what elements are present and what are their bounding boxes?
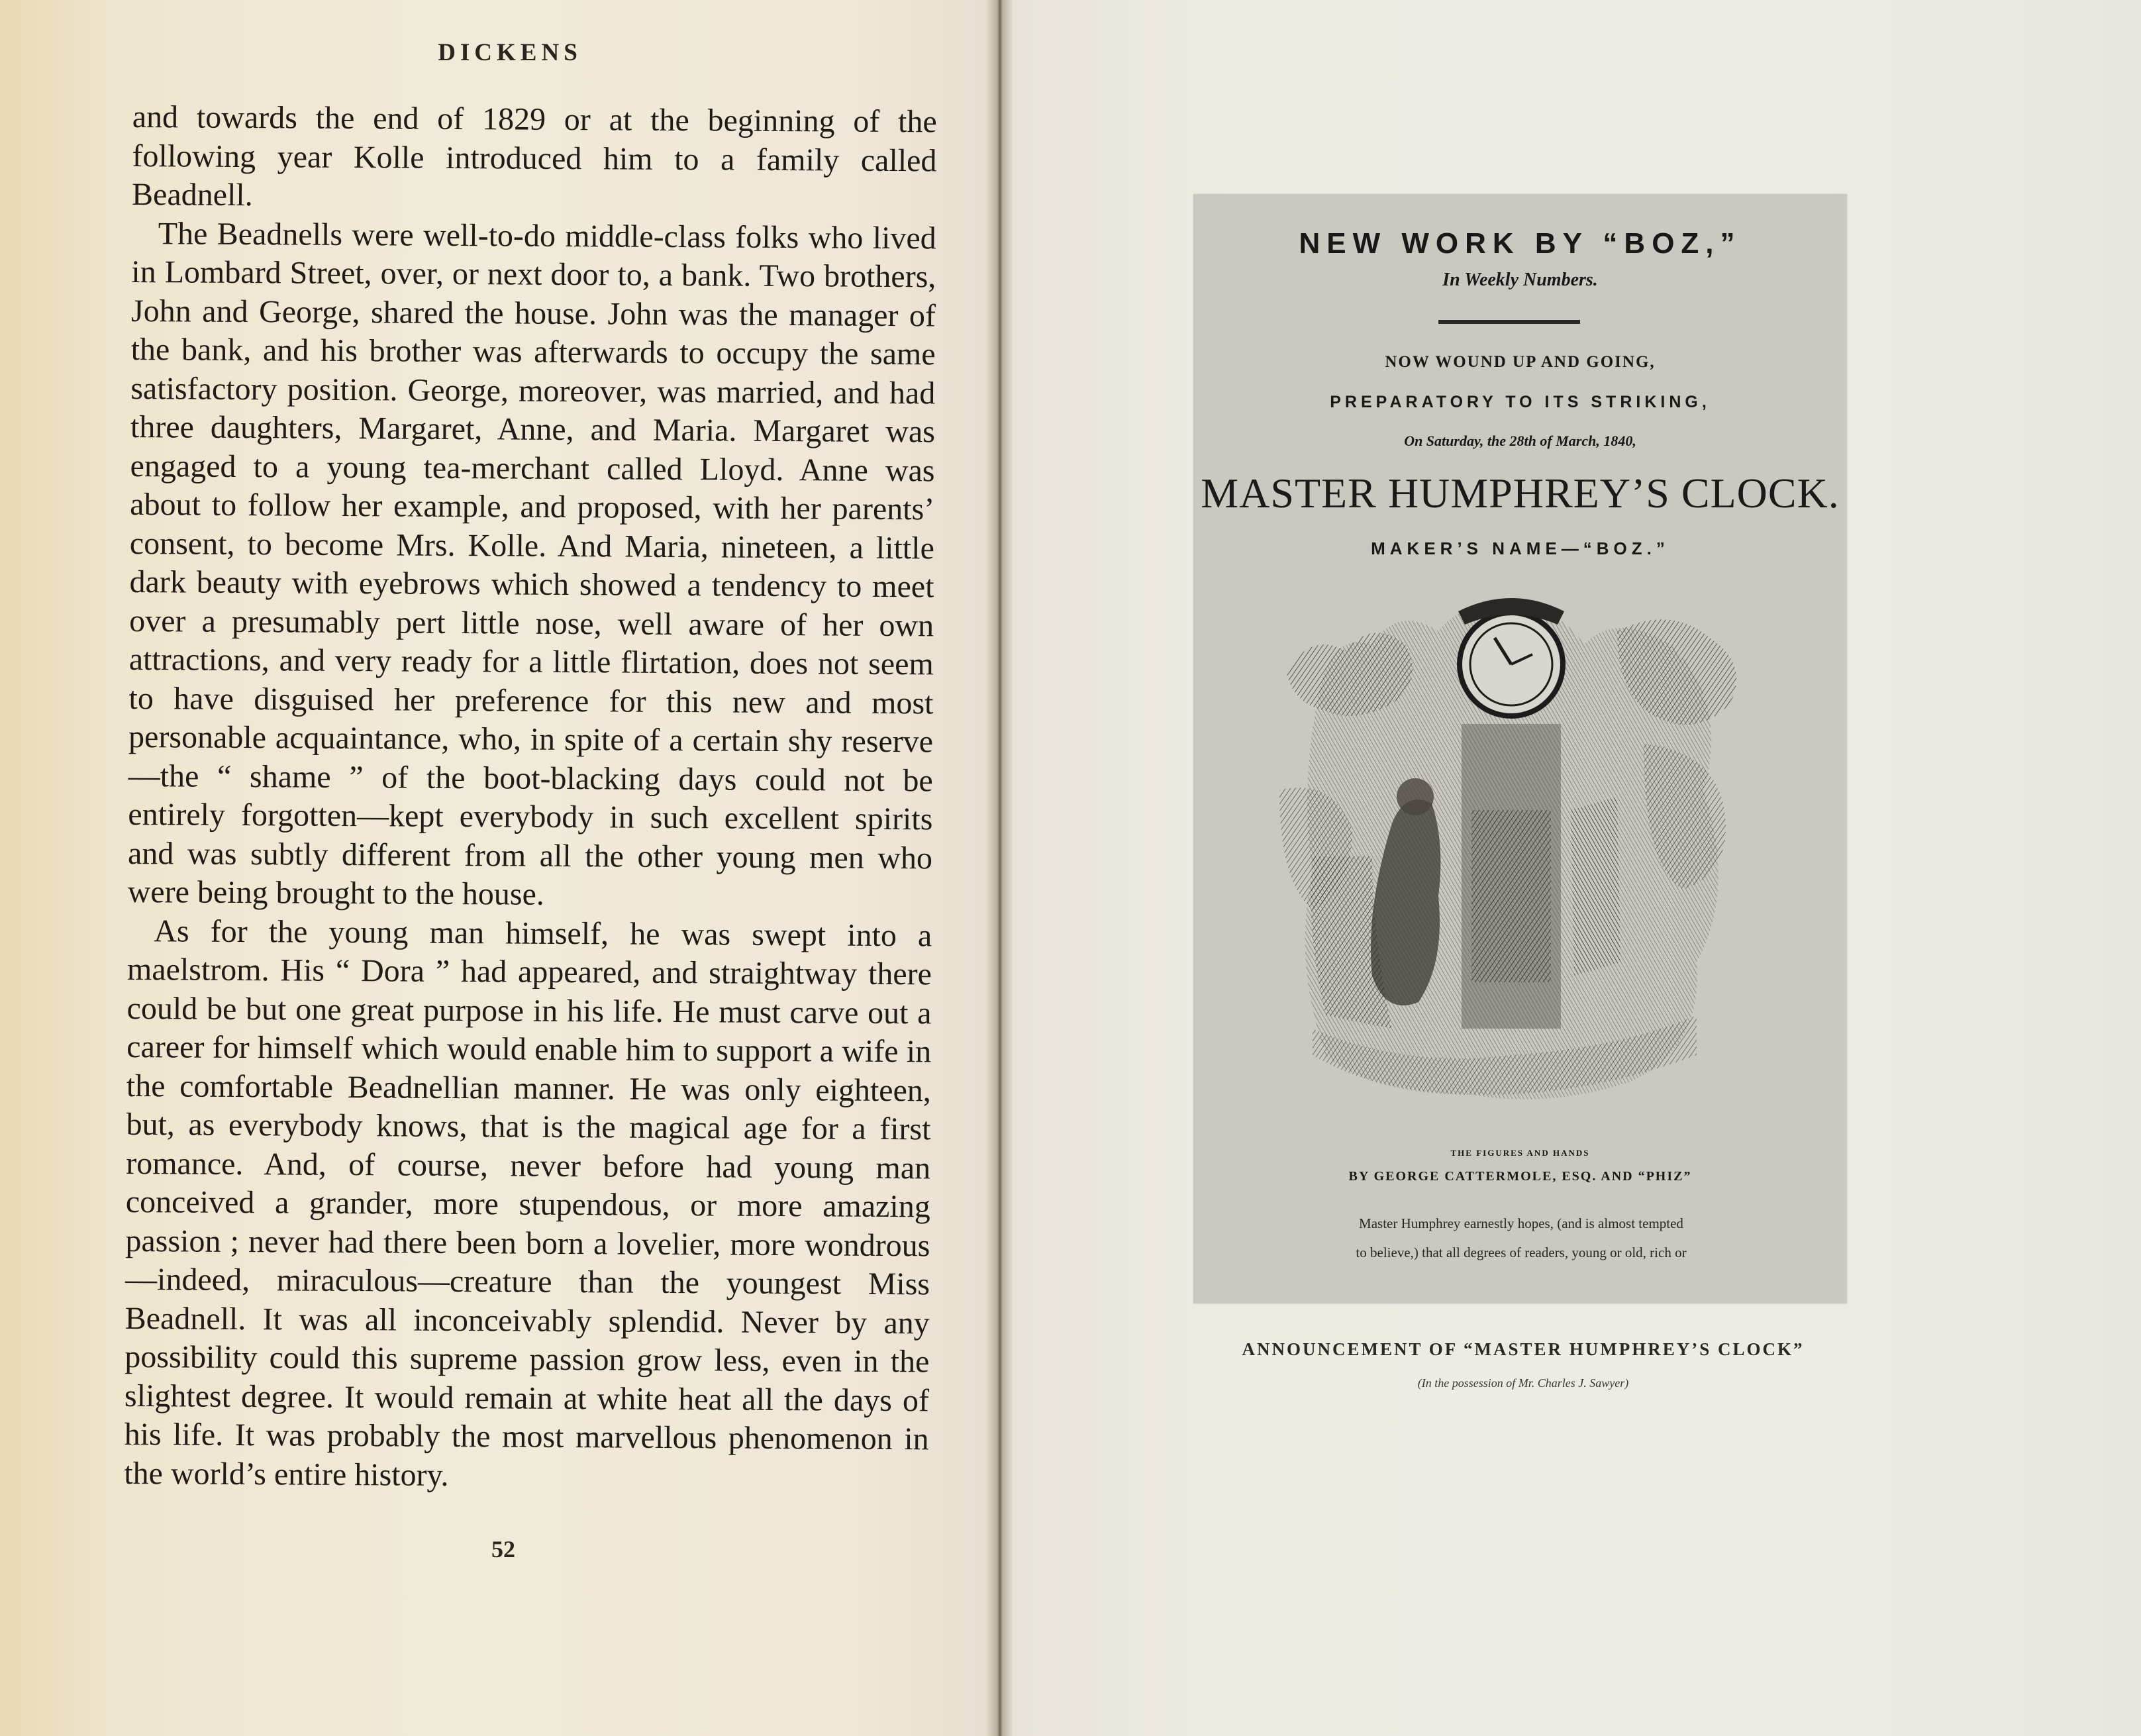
plate-line-wound-up: NOW WOUND UP AND GOING, bbox=[1385, 353, 1656, 371]
page-number: 52 bbox=[491, 1536, 515, 1562]
paragraph-3: As for the young man himself, he was swept into a maelstrom. His “ Dora ” had appeared, and straightway there could be but one great purpose in his life. He must carve out a career for himself which would enable him to support a wife in the comfortable Beadnellian manner. He was only eighteen, but, as everybody knows, that is the magical age for a first romance. And, of course, never before had young man conceived a grander, more stupendous, or more amazing passion ; never had there been born a lovelier, more wondrous—indeed, miraculous—creature than the youngest Miss Beadnell. It was all inconceivably splendid. Never by any possibility could this supreme passion grow less, even in the slightest degree. It would remain at white heat all the days of his life. It was probably the most marvellous phenomenon in the world’s entire history. bbox=[124, 913, 932, 1493]
plate-heading: NEW WORK BY “BOZ,” bbox=[1299, 227, 1742, 260]
plate-subheading: In Weekly Numbers. bbox=[1442, 270, 1598, 290]
plate-title: MASTER HUMPHREY’S CLOCK. bbox=[1201, 470, 1840, 517]
paragraph-1: and towards the end of 1829 or at the beginning of the following year Kolle introduced him to a family called Beadnell. bbox=[131, 99, 937, 213]
announcement-plate bbox=[1193, 194, 1847, 1303]
plate-maker: MAKER’S NAME—“BOZ.” bbox=[1371, 538, 1669, 558]
plate-excerpt bbox=[1256, 1209, 1786, 1267]
left-page bbox=[0, 0, 1000, 1736]
plate-line-preparatory: PREPARATORY TO ITS STRIKING, bbox=[1330, 393, 1711, 411]
book-gutter bbox=[987, 0, 1013, 1736]
plate-credit-small: THE FIGURES AND HANDS bbox=[1450, 1148, 1590, 1158]
paragraph-2: The Beadnells were well-to-do middle-class folks who lived in Lombard Street, over, or next door to, a bank. Two brothers, John and George, shared the house. John was the manager of the bank, and his brother was afterwards to occupy the same satisfactory position. George, moreover, was married, and had three daughters, Margaret, Anne, and Maria. Margaret was engaged to a young tea-merchant called Lloyd. Anne was about to follow her example, and proposed, with her parents’ consent, to become Mrs. Kolle. And Maria, nineteen, a little dark beauty with eyebrows which showed a tendency to meet over a presumably pert little nose, well aware of her own attractions, and very ready for a little flirtation, does not seem to have disguised her preference for this new and most personable acquaintance, who, in spite of a certain shy reserve—the “ shame ” of the boot-blacking days could not be entirely forgotten—kept everybody in such excellent spirits and was subtly different from all the other young men who were being brought to the house. bbox=[127, 215, 936, 912]
running-head: DICKENS bbox=[438, 39, 582, 66]
plate-excerpt-line-2: to believe,) that all degrees of readers, young or old, rich or bbox=[1356, 1245, 1687, 1260]
body-text bbox=[124, 98, 937, 1498]
plate-caption-note: (In the possession of Mr. Charles J. Sawyer) bbox=[1417, 1376, 1629, 1390]
plate-date: On Saturday, the 28th of March, 1840, bbox=[1404, 433, 1636, 449]
plate-excerpt-line-1: Master Humphrey earnestly hopes, (and is almost tempted bbox=[1359, 1215, 1683, 1231]
plate-caption: ANNOUNCEMENT OF “MASTER HUMPHREY’S CLOCK” bbox=[1242, 1339, 1805, 1359]
plate-credit: BY GEORGE CATTERMOLE, ESQ. AND “PHIZ” bbox=[1348, 1169, 1692, 1184]
plate-rule bbox=[1438, 320, 1580, 324]
